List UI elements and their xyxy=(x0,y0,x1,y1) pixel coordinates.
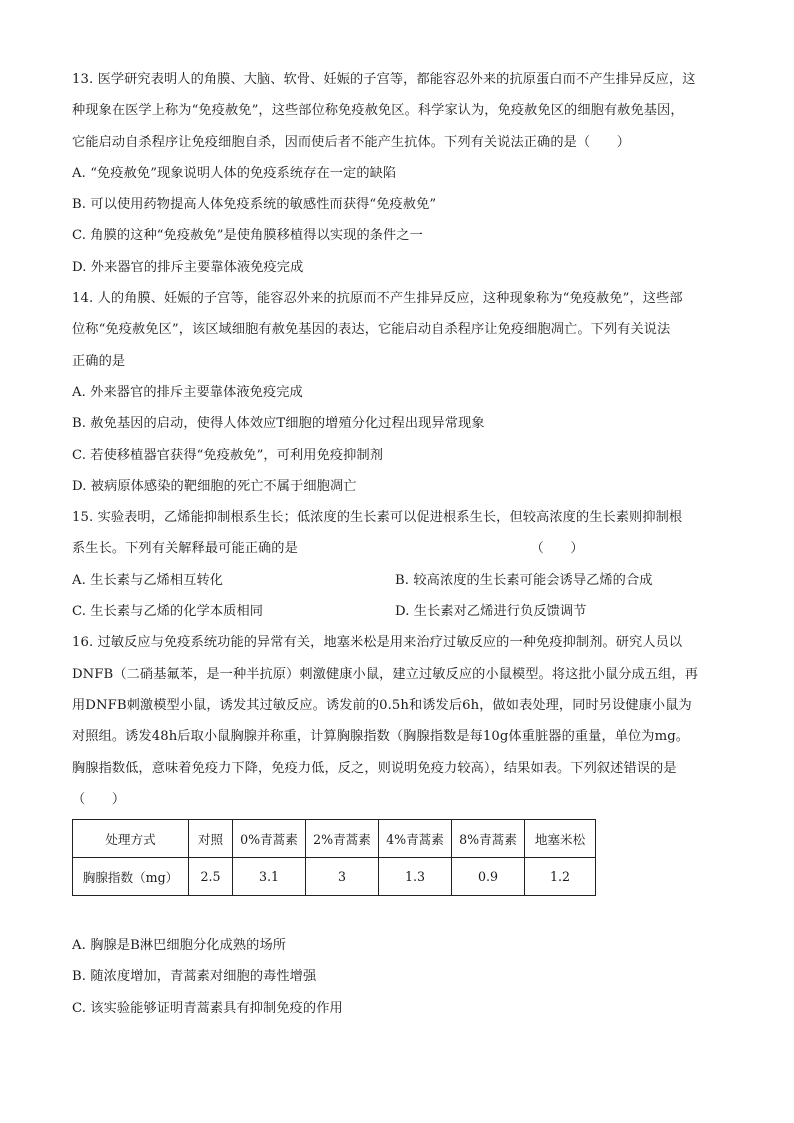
question-16-stem-line-5: 胸腺指数低，意味着免疫力下降，免疫力低，反之，则说明免疫力较高），结果如表。下列叙述错误的是 xyxy=(72,760,677,776)
question-content xyxy=(72,64,732,1024)
table-cell: 1.2 xyxy=(525,858,596,896)
thymus-index-table xyxy=(72,819,596,896)
table-header-row xyxy=(73,820,596,858)
question-13-stem-line-2: 种现象在医学上称为“免疫赦免”，这些部位称免疫赦免区。科学家认为，免疫赦免区的细胞有赦免基因， xyxy=(72,103,684,119)
question-14 xyxy=(72,283,732,502)
table-cell: 1.3 xyxy=(379,858,452,896)
table-header-cell: 2%青蒿素 xyxy=(306,820,379,858)
question-14-stem-line-3: 正确的是 xyxy=(72,353,126,369)
table-header-cell: 地塞米松 xyxy=(525,820,596,858)
question-13-stem-line-1: 13. 医学研究表明人的角膜、大脑、软骨、妊娠的子宫等，都能容忍外来的抗原蛋白而不产生排异反应，这 xyxy=(72,72,696,87)
table-header-cell: 0%青蒿素 xyxy=(233,820,306,858)
question-16-option-b: B. 随浓度增加，青蒿素对细胞的毒性增强 xyxy=(72,969,317,985)
question-16-stem-line-2: DNFB（二硝基氟苯，是一种半抗原）刺激健康小鼠，建立过敏反应的小鼠模型。将这批小鼠分成五组，再 xyxy=(72,666,698,682)
question-14-option-c: C. 若使移植器官获得“免疫赦免”，可利用免疫抑制剂 xyxy=(72,447,384,463)
question-15-stem-line-2: 系生长。下列有关解释最可能正确的是 （ ） xyxy=(72,541,584,557)
question-16-stem-line-1: 16. 过敏反应与免疫系统功能的异常有关，地塞米松是用来治疗过敏反应的一种免疫抑制剂。研究人员以 xyxy=(72,635,683,651)
table-cell: 3.1 xyxy=(233,858,306,896)
table-cell: 0.9 xyxy=(452,858,525,896)
question-13-stem-line-3: 它能启动自杀程序让免疫细胞自杀，因而使后者不能产生抗体。下列有关说法正确的是（ ） xyxy=(72,134,631,150)
question-16 xyxy=(72,627,732,1024)
question-14-stem-line-2: 位称“免疫赦免区”，该区域细胞有赦免基因的表达，它能启动自杀程序让免疫细胞凋亡。下列有关说法 xyxy=(72,322,671,338)
question-15-stem-line-1: 15. 实验表明，乙烯能抑制根系生长；低浓度的生长素可以促进根系生长，但较高浓度的生长素则抑制根 xyxy=(72,510,683,526)
question-13 xyxy=(72,64,732,283)
question-14-option-d: D. 被病原体感染的靶细胞的死亡不属于细胞凋亡 xyxy=(72,478,357,494)
table-header-cell: 对照 xyxy=(189,820,233,858)
question-15-option-c: C. 生长素与乙烯的化学本质相同 xyxy=(72,604,264,620)
question-15-option-b: B. 较高浓度的生长素可能会诱导乙烯的合成 xyxy=(395,572,653,588)
question-16-stem-line-4: 对照组。诱发48h后取小鼠胸腺并称重，计算胸腺指数（胸腺指数是每10g体重脏器的重量，单位为mg。 xyxy=(72,729,690,745)
question-16-stem-line-3: 用DNFB刺激模型小鼠，诱发其过敏反应。诱发前的0.5h和诱发后6h，做如表处理，同时另设健康小鼠为 xyxy=(72,697,692,713)
question-15 xyxy=(72,502,732,627)
table-cell: 3 xyxy=(306,858,379,896)
question-16-option-c: C. 该实验能够证明青蒿素具有抑制免疫的作用 xyxy=(72,1000,343,1016)
question-14-option-b: B. 赦免基因的启动，使得人体效应T细胞的增殖分化过程出现异常现象 xyxy=(72,416,485,432)
table-header-cell: 8%青蒿素 xyxy=(452,820,525,858)
table-row xyxy=(73,858,596,896)
question-14-stem-line-1: 14. 人的角膜、妊娠的子宫等，能容忍外来的抗原而不产生排异反应，这种现象称为“免疫赦免”，这些部 xyxy=(72,291,683,307)
question-15-options-row-1 xyxy=(72,565,732,596)
table-cell: 2.5 xyxy=(189,858,233,896)
question-13-option-c: C. 角膜的这种“免疫赦免”是使角膜移植得以实现的条件之一 xyxy=(72,228,423,244)
table-cell: 胸腺指数（mg） xyxy=(73,858,189,896)
question-16-option-a: A. 胸腺是B淋巴细胞分化成熟的场所 xyxy=(72,938,287,954)
question-13-option-a: A. “免疫赦免”现象说明人体的免疫系统存在一定的缺陷 xyxy=(72,165,397,181)
question-14-option-a: A. 外来器官的排斥主要靠体液免疫完成 xyxy=(72,384,303,400)
question-13-option-b: B. 可以使用药物提高人体免疫系统的敏感性而获得“免疫赦免” xyxy=(72,197,437,213)
question-13-option-d: D. 外来器官的排斥主要靠体液免疫完成 xyxy=(72,259,304,275)
question-15-options-row-2 xyxy=(72,596,732,627)
question-15-option-d: D. 生长素对乙烯进行负反馈调节 xyxy=(395,604,587,620)
table-header-cell: 4%青蒿素 xyxy=(379,820,452,858)
spacer xyxy=(72,896,732,930)
table-header-cell: 处理方式 xyxy=(73,820,189,858)
question-16-stem-line-6: （ ） xyxy=(72,791,126,807)
question-15-option-a: A. 生长素与乙烯相互转化 xyxy=(72,572,224,588)
